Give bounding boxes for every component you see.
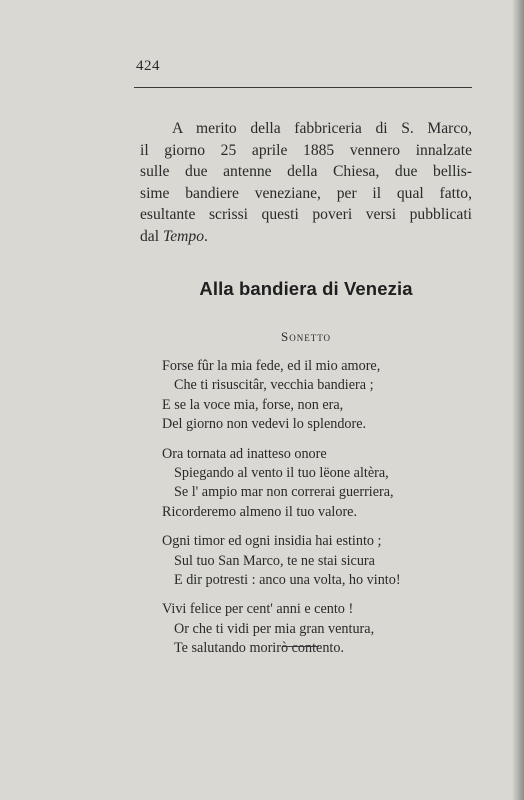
- verse: Se l' ampio mar non correrai guerriera,: [174, 484, 394, 501]
- verse: Sul tuo San Marco, te ne stai sicura: [174, 552, 375, 569]
- verse: E se la voce mia, forse, non era,: [162, 396, 344, 413]
- verse: E dir potresti : anco una volta, ho vinto!: [174, 572, 401, 589]
- verse: Or che ti vidi per mia gran ventura,: [174, 620, 375, 637]
- intro-paragraph: [140, 118, 472, 247]
- intro-last-line: [140, 226, 472, 248]
- poem-subtitle: Sonetto: [280, 329, 332, 344]
- poem-title: Alla bandiera di Venezia: [199, 278, 413, 299]
- stanza-4: [162, 600, 401, 658]
- sonnet: [162, 357, 401, 669]
- header-rule: [134, 87, 472, 88]
- verse: Ogni timor ed ogni insidia hai estinto ;: [162, 533, 382, 550]
- stanza-1: [162, 357, 401, 435]
- page-edge-shadow: [512, 0, 524, 800]
- verse: Del giorno non vedevi lo splendore.: [162, 416, 367, 433]
- verse: Ricorderemo almeno il tuo valore.: [162, 503, 358, 520]
- verse: Spiegando al vento il tuo lëone altèra,: [174, 465, 389, 482]
- intro-end-punct: .: [204, 227, 208, 245]
- intro-line: dal: [140, 227, 160, 245]
- closing-rule: [283, 646, 319, 647]
- stanza-3: [162, 532, 401, 590]
- intro-line: sulle due antenne della Chiesa, due bellis-: [140, 163, 472, 180]
- newspaper-name: Tempo: [162, 227, 204, 245]
- verse: Ora tornata ad inatteso onore: [162, 445, 327, 462]
- stanza-2: [162, 445, 401, 523]
- verse: Vivi felice per cent' anni e cento !: [162, 601, 354, 618]
- intro-line: sime bandiere veneziane, per il qual fatto,: [140, 184, 472, 202]
- verse: Te salutando morirò contento.: [174, 640, 344, 657]
- intro-line: esultante scrissi questi poveri versi pubblicati: [140, 206, 472, 223]
- intro-line: il giorno 25 aprile 1885 vennero innalzate: [140, 141, 472, 159]
- intro-line: A merito della fabbriceria di S. Marco,: [172, 120, 472, 137]
- page-number: 424: [136, 58, 160, 74]
- verse: Forse fûr la mia fede, ed il mio amore,: [162, 358, 381, 374]
- verse: Che ti risuscitâr, vecchia bandiera ;: [174, 377, 374, 394]
